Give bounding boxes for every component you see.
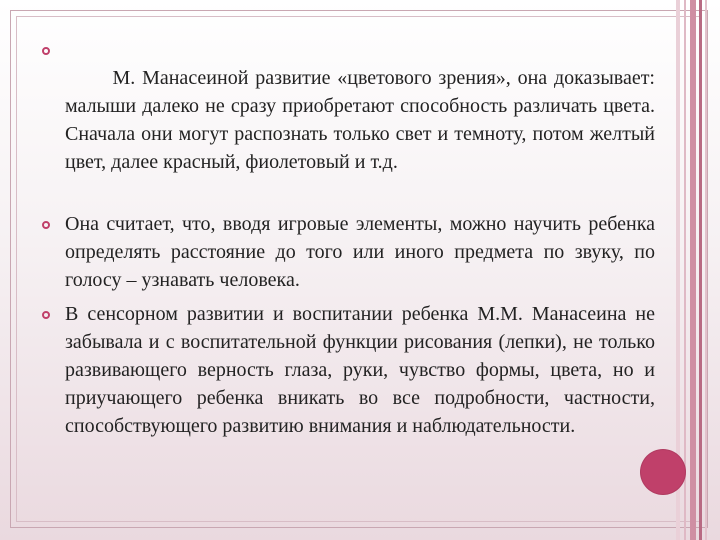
- paragraph-text: М. Манасеиной развитие «цветового зрения», она доказывает: малыши далеко не сразу приобретают способность различать цвета. Сначала они могут распознать только свет и темноту, потом желтый цвет, далее красный, фиолетовый и т.д.: [65, 67, 660, 173]
- decorative-stripe: [705, 0, 707, 540]
- decorative-stripe: [690, 0, 696, 540]
- list-item: [42, 300, 655, 440]
- circle-bullet-icon: [42, 221, 50, 229]
- decorative-circle-icon: [641, 450, 685, 494]
- circle-bullet-icon: [42, 47, 50, 55]
- list-item: [42, 36, 660, 204]
- circle-bullet-icon: [42, 311, 50, 319]
- list-item: [42, 210, 655, 294]
- paragraph-text: В сенсорном развитии и воспитании ребенка М.М. Манасеина не забывала и с воспитательной функции рисования (лепки), не только развивающего верность глаза, руки, чувство формы, цвета, но и приучающего ребенка вникать во все подробности, частности, способствующего развитию внимания и наблюдательности.: [65, 303, 655, 437]
- paragraph-text: Она считает, что, вводя игровые элементы, можно научить ребенка определять расстояние до того или иного предмета по звуку, по голосу – узнавать человека.: [65, 213, 655, 291]
- bullet-list: [42, 36, 660, 446]
- decorative-stripe: [699, 0, 702, 540]
- decorative-stripe: [684, 0, 686, 540]
